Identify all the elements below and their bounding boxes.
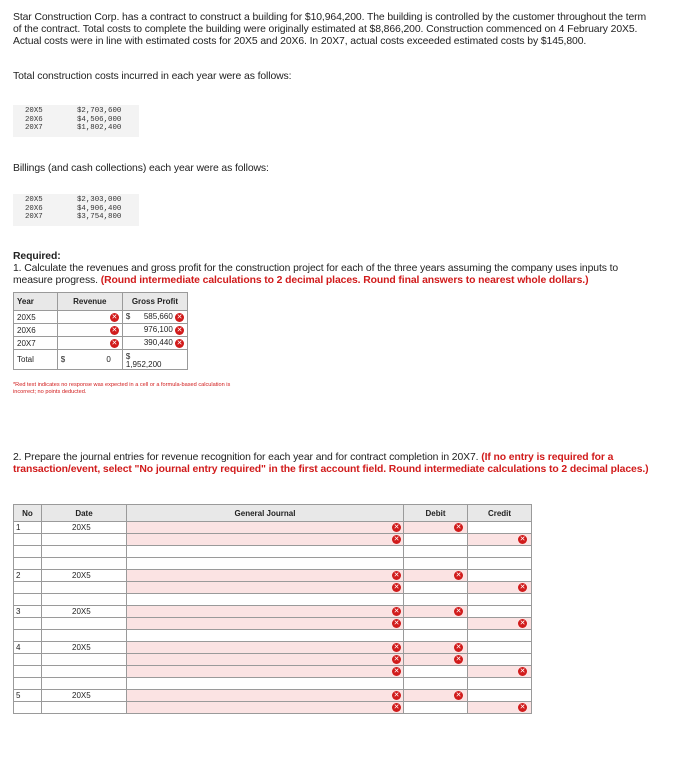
account-select[interactable] xyxy=(127,570,404,582)
incorrect-icon xyxy=(392,583,401,592)
revenue-profit-table xyxy=(13,292,188,370)
journal-row xyxy=(14,522,532,534)
billings-row xyxy=(13,213,139,222)
account-select[interactable] xyxy=(127,642,404,654)
costs-amount: $2,703,600 xyxy=(77,107,122,115)
total-row xyxy=(14,350,188,370)
incorrect-icon xyxy=(454,691,463,700)
credit-input[interactable] xyxy=(468,690,532,702)
incorrect-icon xyxy=(454,607,463,616)
costs-year: 20X5 xyxy=(25,107,43,115)
billings-year: 20X5 xyxy=(25,196,43,204)
problem-intro: Star Construction Corp. has a contract to construct a building for $10,964,200. The building is controlled by the customer throughout the term of the contract. Total costs to complete the building were originally estimated at $8,866,200. Construction commenced on 4 February 20X5. Actual costs were in line with estimated costs for 20X5 and 20X6. In 20X7, actual costs exceeded estimated costs by $145,800. xyxy=(13,12,647,47)
entry-no: 5 xyxy=(14,690,42,702)
account-select[interactable] xyxy=(127,546,404,558)
account-select[interactable] xyxy=(127,618,404,630)
header-gross-profit: Gross Profit xyxy=(122,293,187,311)
incorrect-icon xyxy=(392,643,401,652)
requirement-1-text: 1. Calculate the revenues and gross profit for the construction project for each of the three years assuming the company uses inputs to measure progress. xyxy=(13,263,619,286)
revenue-input[interactable] xyxy=(57,324,122,337)
year-cell: 20X6 xyxy=(14,324,58,337)
billings-year: 20X6 xyxy=(25,204,43,213)
journal-row xyxy=(14,606,532,618)
incorrect-icon xyxy=(392,655,401,664)
costs-amount: $1,802,400 xyxy=(77,124,122,133)
incorrect-icon xyxy=(392,691,401,700)
entry-date: 20X5 xyxy=(42,570,127,582)
debit-input[interactable] xyxy=(404,642,468,654)
debit-input[interactable] xyxy=(404,570,468,582)
journal-row xyxy=(14,534,532,546)
entry-no: 3 xyxy=(14,606,42,618)
year-cell: 20X7 xyxy=(14,337,58,350)
header-no: No xyxy=(14,505,42,522)
total-gp-value: 1,952,200 xyxy=(125,360,162,369)
incorrect-icon xyxy=(454,655,463,664)
incorrect-icon xyxy=(454,571,463,580)
billings-amount: $4,906,400 xyxy=(77,204,122,213)
table-row xyxy=(14,311,188,324)
journal-row xyxy=(14,666,532,678)
account-select[interactable] xyxy=(127,534,404,546)
costs-heading: Total construction costs incurred in each year were as follows: xyxy=(13,71,292,82)
credit-input[interactable] xyxy=(468,618,532,630)
billings-year: 20X7 xyxy=(25,213,43,222)
incorrect-icon xyxy=(175,313,184,322)
gp-prefix: $ xyxy=(125,312,131,322)
debit-input[interactable] xyxy=(404,522,468,534)
credit-input[interactable] xyxy=(468,534,532,546)
gross-profit-input[interactable] xyxy=(122,337,187,350)
gross-profit-input[interactable] xyxy=(122,311,187,324)
debit-input[interactable] xyxy=(404,654,468,666)
costs-year: 20X7 xyxy=(25,124,43,133)
incorrect-icon xyxy=(518,667,527,676)
billings-row xyxy=(13,194,139,205)
requirement-1 xyxy=(13,263,653,287)
costs-amount: $4,506,000 xyxy=(77,115,122,124)
total-revenue xyxy=(57,350,122,370)
incorrect-icon xyxy=(392,619,401,628)
incorrect-icon xyxy=(518,535,527,544)
entry-date: 20X5 xyxy=(42,522,127,534)
entry-date: 20X5 xyxy=(42,606,127,618)
billings-table xyxy=(13,194,139,226)
header-debit: Debit xyxy=(404,505,468,522)
journal-table xyxy=(13,504,532,714)
credit-input[interactable] xyxy=(468,582,532,594)
total-revenue-prefix: $ xyxy=(60,355,66,364)
incorrect-icon xyxy=(518,619,527,628)
journal-row xyxy=(14,570,532,582)
journal-row xyxy=(14,582,532,594)
incorrect-icon xyxy=(110,339,119,348)
total-gross-profit xyxy=(122,350,187,370)
costs-row xyxy=(13,105,139,116)
account-select[interactable] xyxy=(127,702,404,714)
billings-row xyxy=(13,205,139,214)
header-revenue: Revenue xyxy=(57,293,122,311)
costs-year: 20X6 xyxy=(25,115,43,124)
journal-row xyxy=(14,618,532,630)
incorrect-icon xyxy=(392,607,401,616)
incorrect-icon xyxy=(392,523,401,532)
gp-value: 976,100 xyxy=(143,325,173,335)
requirement-1-note: (Round intermediate calculations to 2 decimal places. Round final answers to nearest whole dollars.) xyxy=(100,275,589,286)
requirement-2-text: 2. Prepare the journal entries for revenue recognition for each year and for contract completion in 20X7. xyxy=(13,452,479,463)
journal-row xyxy=(14,702,532,714)
debit-input[interactable] xyxy=(404,702,468,714)
credit-input[interactable] xyxy=(468,654,532,666)
billings-amount: $2,303,000 xyxy=(77,196,122,204)
total-gp-prefix: $ xyxy=(125,352,131,361)
account-select[interactable] xyxy=(127,630,404,642)
debit-input[interactable] xyxy=(404,606,468,618)
credit-input[interactable] xyxy=(468,606,532,618)
red-text-note: *Red text indicates no response was expected in a cell or a formula-based calculation is incorrect; no points deducted. xyxy=(13,382,231,395)
journal-row xyxy=(14,654,532,666)
journal-row xyxy=(14,642,532,654)
incorrect-icon xyxy=(392,703,401,712)
account-select[interactable] xyxy=(127,522,404,534)
costs-row xyxy=(13,124,139,133)
credit-input[interactable] xyxy=(468,570,532,582)
incorrect-icon xyxy=(175,326,184,335)
header-date: Date xyxy=(42,505,127,522)
incorrect-icon xyxy=(518,703,527,712)
entry-date: 20X5 xyxy=(42,690,127,702)
table-row xyxy=(14,324,188,337)
debit-input[interactable] xyxy=(404,690,468,702)
journal-row xyxy=(14,690,532,702)
requirement-2-note: (If no entry is required for a transaction/event, select "No journal entry required" in the first account field. Round intermediate calculations to 2 decimal places.) xyxy=(13,452,649,475)
account-select[interactable] xyxy=(127,666,404,678)
required-label: Required: xyxy=(13,251,61,262)
debit-input[interactable] xyxy=(404,534,468,546)
billings-amount: $3,754,800 xyxy=(77,213,122,222)
entry-date: 20X5 xyxy=(42,642,127,654)
table-row xyxy=(14,337,188,350)
revenue-input[interactable] xyxy=(57,337,122,350)
gp-value: 585,660 xyxy=(143,312,173,322)
account-select[interactable] xyxy=(127,558,404,570)
entry-no: 2 xyxy=(14,570,42,582)
incorrect-icon xyxy=(110,326,119,335)
account-select[interactable] xyxy=(127,606,404,618)
debit-input[interactable] xyxy=(404,618,468,630)
credit-input[interactable] xyxy=(468,666,532,678)
account-select[interactable] xyxy=(127,690,404,702)
billings-heading: Billings (and cash collections) each year were as follows: xyxy=(13,163,269,174)
entry-no: 4 xyxy=(14,642,42,654)
incorrect-icon xyxy=(392,535,401,544)
credit-input[interactable] xyxy=(468,702,532,714)
header-general-journal: General Journal xyxy=(127,505,404,522)
requirement-2 xyxy=(13,452,653,476)
total-label: Total xyxy=(14,350,58,370)
year-cell: 20X5 xyxy=(14,311,58,324)
account-select[interactable] xyxy=(127,594,404,606)
debit-input[interactable] xyxy=(404,666,468,678)
gp-value: 390,440 xyxy=(143,338,173,348)
incorrect-icon xyxy=(518,583,527,592)
account-select[interactable] xyxy=(127,582,404,594)
incorrect-icon xyxy=(392,667,401,676)
header-year: Year xyxy=(14,293,58,311)
costs-table xyxy=(13,105,139,137)
incorrect-icon xyxy=(454,523,463,532)
incorrect-icon xyxy=(392,571,401,580)
incorrect-icon xyxy=(454,643,463,652)
revenue-input[interactable] xyxy=(57,311,122,324)
incorrect-icon xyxy=(175,339,184,348)
account-select[interactable] xyxy=(127,654,404,666)
total-revenue-value: 0 xyxy=(106,355,111,364)
incorrect-icon xyxy=(110,313,119,322)
account-select[interactable] xyxy=(127,678,404,690)
header-credit: Credit xyxy=(468,505,532,522)
entry-no: 1 xyxy=(14,522,42,534)
costs-row xyxy=(13,116,139,125)
gross-profit-input[interactable] xyxy=(122,324,187,337)
credit-input[interactable] xyxy=(468,642,532,654)
debit-input[interactable] xyxy=(404,582,468,594)
credit-input[interactable] xyxy=(468,522,532,534)
